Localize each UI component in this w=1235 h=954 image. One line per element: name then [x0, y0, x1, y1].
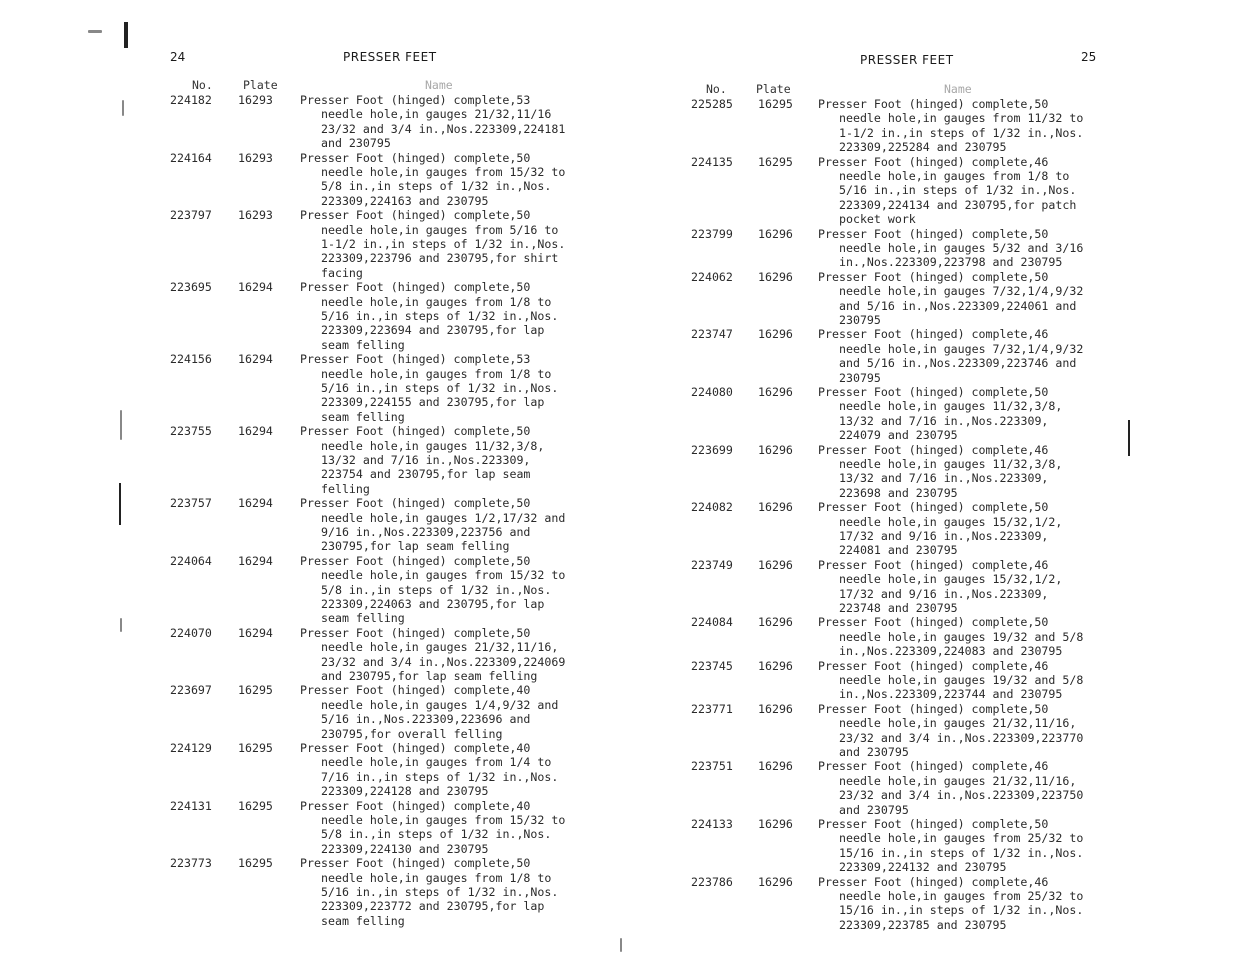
plate-number: 16295 [238, 683, 273, 698]
plate-number: 16296 [758, 384, 793, 399]
description-line: Presser Foot (hinged) complete,46 [818, 658, 1049, 673]
scan-speck [620, 938, 622, 952]
description-line: 224081 and 230795 [839, 543, 958, 558]
plate-number: 16293 [238, 150, 273, 165]
description-line: 5/8 in.,in steps of 1/32 in.,Nos. [321, 179, 552, 194]
description-line: seam felling [321, 337, 405, 352]
description-line: needle hole,in gauges from 25/32 to [839, 831, 1084, 846]
description-line: 223309,224063 and 230795,for lap [321, 597, 545, 611]
description-line: 223698 and 230795 [839, 485, 958, 500]
description-line: 13/32 and 7/16 in.,Nos.223309, [839, 471, 1049, 486]
description-line: Presser Foot (hinged) complete,40 [300, 740, 531, 755]
description-line: Presser Foot (hinged) complete,50 [300, 150, 531, 165]
part-number: 224064 [170, 553, 212, 568]
plate-number: 16293 [238, 208, 273, 223]
part-description [818, 270, 1083, 328]
description-line: Presser Foot (hinged) complete,50 [300, 280, 531, 295]
description-line: 5/16 in.,in steps of 1/32 in.,Nos. [321, 381, 559, 395]
description-line: Presser Foot (hinged) complete,46 [818, 759, 1049, 774]
description-line: 15/16 in.,in steps of 1/32 in.,Nos. [839, 903, 1084, 918]
description-line: facing [321, 265, 363, 280]
part-description [818, 227, 1083, 270]
description-line: 9/16 in.,Nos.223309,223756 and [321, 525, 531, 539]
description-line: in.,Nos.223309,223744 and 230795 [839, 687, 1063, 702]
part-number: 224070 [170, 625, 212, 640]
plate-number: 16293 [238, 93, 273, 107]
part-description [300, 496, 565, 554]
part-description [300, 208, 565, 280]
part-number: 223699 [691, 442, 733, 457]
part-number: 223747 [691, 327, 733, 342]
description-line: needle hole,in gauges from 1/8 to [839, 169, 1070, 183]
description-line: 230795 [839, 370, 881, 385]
description-line: Presser Foot (hinged) complete,50 [818, 226, 1049, 241]
part-number: 225285 [691, 97, 733, 111]
description-line: 17/32 and 9/16 in.,Nos.223309, [839, 528, 1049, 543]
description-line: 224079 and 230795 [839, 428, 958, 443]
description-line: needle hole,in gauges 11/32,3/8, [321, 438, 545, 453]
plate-number: 16296 [758, 226, 793, 241]
description-line: 223309,223694 and 230795,for lap [321, 323, 545, 338]
part-description [300, 352, 558, 424]
description-line: 13/32 and 7/16 in.,Nos.223309, [321, 453, 531, 467]
part-number: 223755 [170, 424, 212, 439]
description-line: and 230795 [321, 136, 391, 151]
part-number: 223749 [691, 557, 733, 572]
description-line: 13/32 and 7/16 in.,Nos.223309, [839, 413, 1049, 428]
column-header-name: Name [944, 82, 972, 96]
scan-mark [1128, 420, 1130, 456]
description-line: Presser Foot (hinged) complete,46 [818, 327, 1049, 342]
part-number: 224129 [170, 740, 212, 755]
description-line: 23/32 and 3/4 in.,Nos.223309,224181 [321, 121, 566, 136]
description-line: needle hole,in gauges from 1/4 to [321, 755, 552, 770]
description-line: and 230795,for lap seam felling [321, 669, 538, 683]
page-number: 25 [1081, 50, 1097, 64]
description-line: needle hole,in gauges 11/32,3/8, [839, 456, 1063, 471]
description-line: 223309,223772 and 230795,for lap [321, 899, 545, 914]
description-line: needle hole,in gauges from 1/8 to [321, 366, 552, 381]
description-line: pocket work [839, 212, 916, 227]
description-line: 7/16 in.,in steps of 1/32 in.,Nos. [321, 769, 559, 784]
description-line: needle hole,in gauges from 15/32 to [321, 165, 566, 179]
description-line: 223309,224163 and 230795 [321, 193, 489, 208]
scan-speck [88, 30, 102, 33]
page-number: 24 [170, 50, 186, 64]
part-description [818, 615, 1083, 658]
plate-number: 16294 [238, 496, 273, 511]
description-line: Presser Foot (hinged) complete,50 [300, 424, 531, 439]
part-number: 223773 [170, 856, 212, 871]
description-line: 230795,for lap seam felling [321, 539, 510, 554]
part-number: 224182 [170, 93, 212, 107]
description-line: needle hole,in gauges 21/32,11/16, [839, 773, 1077, 788]
part-description [300, 856, 558, 928]
description-line: needle hole,in gauges 15/32,1/2, [839, 514, 1063, 529]
description-line: Presser Foot (hinged) complete,50 [818, 500, 1049, 515]
part-number: 224131 [170, 798, 212, 813]
part-description [818, 155, 1076, 227]
description-line: seam felling [321, 611, 405, 626]
description-line: needle hole,in gauges 19/32 and 5/8 [839, 629, 1084, 644]
plate-number: 16296 [758, 327, 793, 342]
description-line: 230795 [839, 313, 881, 327]
description-line: 1-1/2 in.,in steps of 1/32 in.,Nos. [321, 237, 566, 251]
description-line: Presser Foot (hinged) complete,50 [818, 269, 1049, 284]
page-title: PRESSER FEET [860, 53, 954, 67]
description-line: 223309,224128 and 230795 [321, 784, 489, 799]
description-line: needle hole,in gauges 5/32 and 3/16 [839, 241, 1084, 255]
part-number: 224135 [691, 154, 733, 169]
part-description [300, 93, 565, 151]
plate-number: 16296 [758, 442, 793, 457]
description-line: 5/8 in.,in steps of 1/32 in.,Nos. [321, 582, 552, 597]
part-description [300, 683, 558, 741]
description-line: 23/32 and 3/4 in.,Nos.223309,223750 [839, 788, 1084, 803]
description-line: needle hole,in gauges 7/32,1/4,9/32 [839, 341, 1084, 356]
part-number: 223786 [691, 874, 733, 889]
description-line: Presser Foot (hinged) complete,46 [818, 442, 1049, 457]
plate-number: 16296 [758, 701, 793, 716]
description-line: needle hole,in gauges from 15/32 to [321, 568, 566, 583]
description-line: Presser Foot (hinged) complete,50 [818, 384, 1049, 399]
description-line: 223748 and 230795 [839, 600, 958, 615]
part-number: 223751 [691, 759, 733, 774]
description-line: needle hole,in gauges 21/32,11/16, [839, 716, 1077, 731]
column-header-plate: Plate [756, 82, 791, 96]
description-line: Presser Foot (hinged) complete,40 [300, 798, 531, 813]
part-description [818, 385, 1062, 443]
plate-number: 16296 [758, 759, 793, 774]
description-line: 223309,224134 and 230795,for patch [839, 197, 1077, 212]
description-line: and 5/16 in.,Nos.223309,224061 and [839, 298, 1077, 313]
description-line: needle hole,in gauges from 25/32 to [839, 888, 1084, 903]
part-number: 223745 [691, 658, 733, 673]
description-line: 15/16 in.,in steps of 1/32 in.,Nos. [839, 845, 1084, 860]
description-line: needle hole,in gauges 1/4,9/32 and [321, 697, 559, 712]
part-description [300, 424, 544, 496]
description-line: 5/16 in.,in steps of 1/32 in.,Nos. [321, 884, 559, 899]
description-line: and 230795 [839, 744, 909, 759]
scan-speck [120, 410, 122, 440]
page-24 [0, 0, 600, 954]
part-number: 224133 [691, 816, 733, 831]
part-description [818, 327, 1083, 385]
scan-speck [122, 100, 124, 116]
part-number: 224156 [170, 352, 212, 367]
description-line: needle hole,in gauges from 15/32 to [321, 812, 566, 827]
plate-number: 16296 [758, 816, 793, 831]
description-line: needle hole,in gauges 15/32,1/2, [839, 572, 1063, 587]
part-number: 223695 [170, 280, 212, 295]
part-description [818, 443, 1062, 501]
part-number: 224164 [170, 150, 212, 165]
description-line: needle hole,in gauges 21/32,11/16 [321, 107, 552, 122]
description-line: Presser Foot (hinged) complete,46 [818, 154, 1049, 169]
description-line: needle hole,in gauges 7/32,1/4,9/32 [839, 284, 1084, 299]
page-title: PRESSER FEET [343, 50, 437, 64]
description-line: 223309,224132 and 230795 [839, 860, 1007, 875]
column-header-no: No. [706, 82, 727, 96]
description-line: needle hole,in gauges from 11/32 to [839, 111, 1084, 126]
part-description [300, 741, 558, 799]
part-description [818, 558, 1062, 616]
plate-number: 16295 [238, 798, 273, 813]
description-line: Presser Foot (hinged) complete,50 [818, 816, 1049, 831]
part-description [818, 702, 1083, 760]
description-line: needle hole,in gauges 11/32,3/8, [839, 399, 1063, 414]
description-line: 223309,223785 and 230795 [839, 917, 1007, 932]
description-line: Presser Foot (hinged) complete,50 [300, 496, 531, 511]
description-line: 223754 and 230795,for lap seam [321, 467, 531, 482]
description-line: Presser Foot (hinged) complete,50 [818, 97, 1049, 111]
description-line: 5/8 in.,in steps of 1/32 in.,Nos. [321, 827, 552, 842]
description-line: needle hole,in gauges from 1/8 to [321, 870, 552, 885]
description-line: 23/32 and 3/4 in.,Nos.223309,223770 [839, 730, 1084, 745]
description-line: Presser Foot (hinged) complete,50 [300, 208, 531, 223]
description-line: and 5/16 in.,Nos.223309,223746 and [839, 356, 1077, 371]
scan-mark [119, 483, 121, 525]
description-line: 5/16 in.,in steps of 1/32 in.,Nos. [839, 183, 1077, 198]
part-description [818, 759, 1083, 817]
plate-number: 16296 [758, 874, 793, 889]
description-line: Presser Foot (hinged) complete,50 [300, 856, 531, 871]
description-line: in.,Nos.223309,223798 and 230795 [839, 255, 1063, 270]
part-number: 224080 [691, 384, 733, 399]
description-line: needle hole,in gauges from 1/8 to [321, 294, 552, 309]
description-line: 17/32 and 9/16 in.,Nos.223309, [839, 586, 1049, 601]
part-number: 223799 [691, 226, 733, 241]
part-description [818, 817, 1083, 875]
plate-number: 16296 [758, 269, 793, 284]
description-line: in.,Nos.223309,224083 and 230795 [839, 644, 1063, 659]
plate-number: 16294 [238, 625, 273, 640]
part-number: 223771 [691, 701, 733, 716]
plate-number: 16295 [758, 97, 793, 111]
plate-number: 16296 [758, 500, 793, 515]
plate-number: 16294 [238, 424, 273, 439]
part-description [300, 554, 565, 626]
plate-number: 16296 [758, 615, 793, 630]
part-number: 224082 [691, 500, 733, 515]
description-line: 5/16 in.,Nos.223309,223696 and [321, 712, 531, 727]
scan-mark [124, 22, 128, 48]
description-line: seam felling [321, 913, 405, 928]
part-description [300, 799, 565, 857]
description-line: Presser Foot (hinged) complete,40 [300, 683, 531, 698]
part-number: 224084 [691, 615, 733, 630]
part-number: 223757 [170, 496, 212, 511]
description-line: Presser Foot (hinged) complete,50 [300, 625, 531, 640]
scan-speck [120, 618, 122, 632]
description-line: 5/16 in.,in steps of 1/32 in.,Nos. [321, 309, 559, 323]
part-description [818, 97, 1083, 155]
description-line: Presser Foot (hinged) complete,46 [818, 874, 1049, 889]
plate-number: 16295 [758, 154, 793, 169]
part-description [300, 626, 565, 684]
description-line: 223309,223796 and 230795,for shirt [321, 251, 559, 266]
plate-number: 16296 [758, 658, 793, 673]
description-line: 230795,for overall felling [321, 726, 503, 741]
description-line: 223309,225284 and 230795 [839, 140, 1007, 155]
description-line: needle hole,in gauges 1/2,17/32 and [321, 510, 566, 525]
description-line: Presser Foot (hinged) complete,50 [818, 615, 1049, 630]
column-header-no: No. [192, 78, 213, 92]
description-line: needle hole,in gauges 21/32,11/16, [321, 640, 559, 655]
description-line: 223309,224155 and 230795,for lap [321, 395, 545, 410]
part-description [300, 280, 558, 352]
part-number: 224062 [691, 269, 733, 284]
description-line: needle hole,in gauges from 5/16 to [321, 222, 559, 237]
part-number: 223697 [170, 683, 212, 698]
description-line: felling [321, 481, 370, 496]
description-line: Presser Foot (hinged) complete,50 [300, 553, 531, 568]
description-line: seam felling [321, 409, 405, 424]
plate-number: 16294 [238, 553, 273, 568]
description-line: Presser Foot (hinged) complete,53 [300, 93, 531, 107]
part-number: 223797 [170, 208, 212, 223]
description-line: 223309,224130 and 230795 [321, 841, 489, 856]
part-description [818, 659, 1083, 702]
description-line: and 230795 [839, 802, 909, 817]
page-25 [618, 0, 1218, 954]
description-line: Presser Foot (hinged) complete,46 [818, 557, 1049, 572]
description-line: Presser Foot (hinged) complete,50 [818, 701, 1049, 716]
part-description [818, 500, 1062, 558]
part-description [818, 875, 1083, 933]
plate-number: 16295 [238, 856, 273, 871]
plate-number: 16294 [238, 352, 273, 367]
column-header-plate: Plate [243, 78, 278, 92]
description-line: Presser Foot (hinged) complete,53 [300, 352, 531, 367]
plate-number: 16294 [238, 280, 273, 295]
plate-number: 16296 [758, 557, 793, 572]
part-description [300, 151, 565, 209]
description-line: needle hole,in gauges 19/32 and 5/8 [839, 672, 1084, 687]
description-line: 1-1/2 in.,in steps of 1/32 in.,Nos. [839, 125, 1084, 140]
plate-number: 16295 [238, 740, 273, 755]
description-line: 23/32 and 3/4 in.,Nos.223309,224069 [321, 654, 566, 669]
column-header-name: Name [425, 78, 453, 92]
